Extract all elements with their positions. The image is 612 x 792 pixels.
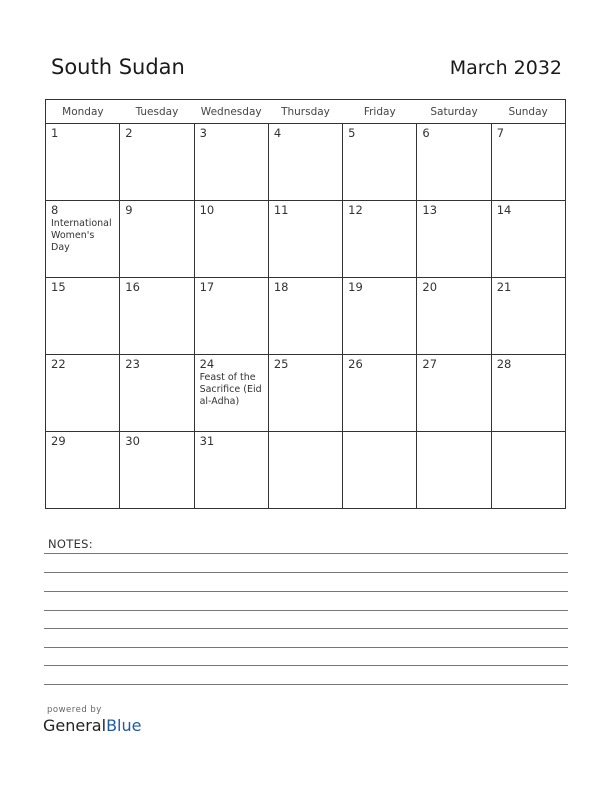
day-cell — [46, 432, 120, 509]
day-number: 12 — [348, 203, 363, 217]
day-cell — [194, 278, 268, 355]
day-number: 5 — [348, 126, 356, 140]
day-cell — [343, 278, 417, 355]
day-number: 3 — [199, 126, 207, 140]
note-line — [44, 572, 568, 573]
day-cell — [417, 278, 491, 355]
weekday-thursday: Thursday — [268, 100, 342, 124]
day-number: 25 — [273, 357, 289, 371]
weekday-saturday: Saturday — [417, 100, 491, 124]
day-number: 15 — [51, 280, 66, 294]
day-cell — [194, 355, 268, 432]
weekday-sunday: Sunday — [491, 100, 565, 124]
day-cell — [491, 432, 565, 509]
weekday-header-row — [46, 100, 566, 124]
day-number: 26 — [348, 357, 363, 371]
day-number: 16 — [125, 280, 140, 294]
day-number: 2 — [125, 126, 133, 140]
week-row — [46, 201, 566, 278]
week-row — [46, 355, 566, 432]
day-cell — [268, 201, 342, 278]
day-number: 24 — [199, 357, 215, 371]
day-cell — [46, 201, 120, 278]
powered-by-text: powered by — [47, 705, 102, 715]
note-line — [44, 553, 568, 554]
day-cell — [343, 432, 417, 509]
day-cell — [343, 355, 417, 432]
week-row — [46, 432, 566, 509]
country-title: South Sudan — [51, 55, 185, 79]
day-number: 11 — [273, 203, 289, 217]
note-line — [44, 684, 568, 685]
day-cell — [491, 278, 565, 355]
day-number: 6 — [422, 126, 430, 140]
day-number: 17 — [199, 280, 215, 294]
day-cell — [46, 124, 120, 201]
note-line — [44, 591, 568, 592]
day-number: 27 — [422, 357, 438, 371]
day-number: 14 — [496, 203, 512, 217]
weekday-wednesday: Wednesday — [194, 100, 268, 124]
day-number: 4 — [273, 126, 282, 140]
day-number: 18 — [273, 280, 289, 294]
day-number: 23 — [125, 357, 140, 371]
calendar-grid — [45, 99, 566, 509]
brand-general: General — [43, 716, 107, 735]
day-cell — [120, 355, 194, 432]
day-cell — [194, 201, 268, 278]
day-cell — [268, 124, 342, 201]
week-row — [46, 124, 566, 201]
day-cell — [343, 201, 417, 278]
day-number: 30 — [125, 434, 140, 448]
day-cell — [120, 278, 194, 355]
day-cell — [46, 355, 120, 432]
day-number: 10 — [199, 203, 215, 217]
day-number: 19 — [348, 280, 363, 294]
day-cell — [491, 355, 565, 432]
day-number: 7 — [496, 126, 505, 140]
day-cell — [491, 201, 565, 278]
weekday-friday: Friday — [343, 100, 417, 124]
day-cell — [120, 201, 194, 278]
day-cell — [417, 355, 491, 432]
brand-blue: Blue — [106, 716, 142, 735]
day-number: 22 — [51, 357, 66, 371]
day-cell — [343, 124, 417, 201]
note-line — [44, 647, 568, 648]
note-line — [44, 628, 568, 629]
day-number: 20 — [422, 280, 438, 294]
notes-label: NOTES: — [48, 537, 93, 551]
day-cell — [417, 432, 491, 509]
holiday-label: International Women's Day — [51, 218, 112, 253]
day-number: 13 — [422, 203, 438, 217]
day-cell — [120, 124, 194, 201]
weekday-tuesday: Tuesday — [120, 100, 194, 124]
note-line — [44, 610, 568, 611]
day-number: 31 — [199, 434, 215, 448]
day-cell — [194, 432, 268, 509]
day-cell — [417, 201, 491, 278]
day-cell — [268, 432, 342, 509]
weekday-monday: Monday — [46, 100, 120, 124]
day-cell — [268, 278, 342, 355]
day-cell — [46, 278, 120, 355]
day-number: 1 — [51, 126, 59, 140]
day-number: 9 — [125, 203, 133, 217]
week-row — [46, 278, 566, 355]
day-cell — [120, 432, 194, 509]
day-cell — [491, 124, 565, 201]
day-number: 28 — [496, 357, 512, 371]
day-cell — [417, 124, 491, 201]
day-number: 21 — [496, 280, 512, 294]
note-line — [44, 665, 568, 666]
day-cell — [268, 355, 342, 432]
holiday-label: Feast of the Sacrifice (Eid al-Adha) — [199, 372, 262, 407]
generalblue-logo[interactable] — [43, 716, 141, 735]
day-number: 8 — [51, 203, 59, 217]
day-number: 29 — [51, 434, 66, 448]
month-year-title: March 2032 — [449, 57, 562, 79]
day-cell — [194, 124, 268, 201]
